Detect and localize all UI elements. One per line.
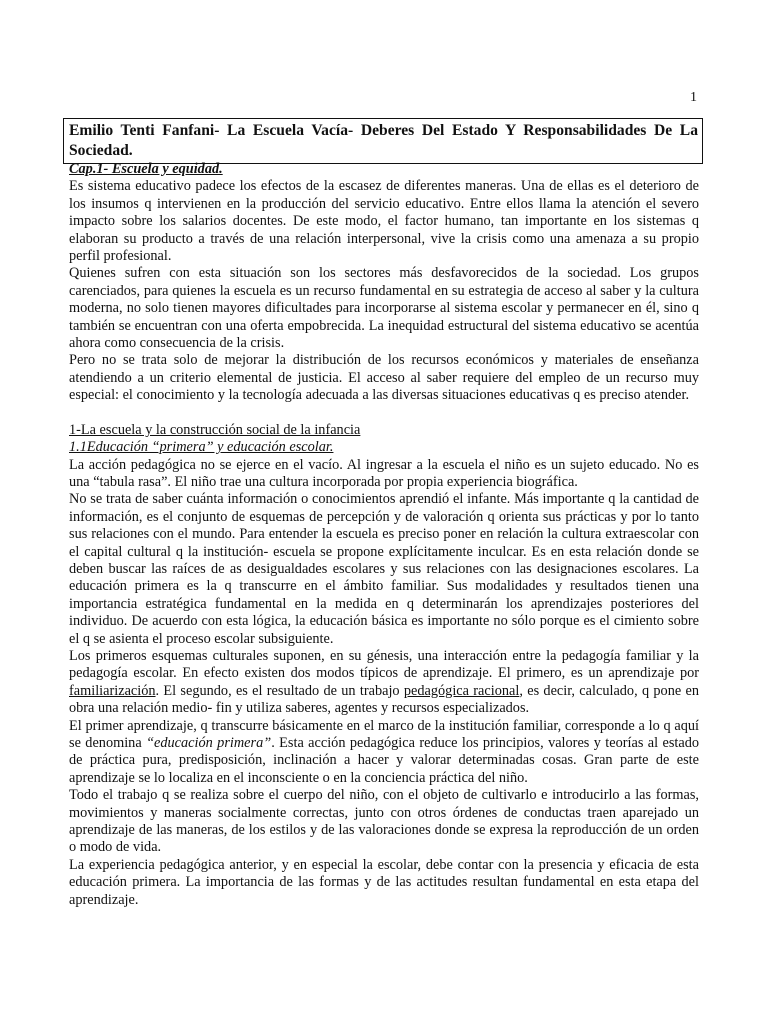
blank-line: [69, 405, 699, 422]
paragraph-first-learning: [69, 718, 699, 788]
chapter-heading: [69, 161, 699, 178]
term-pedagogica-racional: pedagógica racional: [403, 682, 520, 699]
section-heading-text: 1-La escuela y la construcción social de la infancia: [69, 421, 361, 438]
text-run: , es decir, calculado, q pone en obra una relación medio- fin y utiliza saberes, agentes y recursos especializados.: [69, 682, 699, 717]
subsection-heading: [69, 439, 699, 456]
paragraph: Es sistema educativo padece los efectos de la escasez de diferentes maneras. Una de ellas es el deterioro de los insumos q intervienen en la producción del servicio educativo. Entre ellos llama la atención el severo impacto sobre los salarios docentes. De este modo, el factor humano, tan importante en los sistemas q elaboran su producto a través de una relación interpersonal, vive la crisis como una amenaza a su propio perfil profesional.: [69, 178, 699, 265]
paragraph: No se trata de saber cuánta información o conocimientos aprendió el infante. Más importante q la cantidad de información, es el conjunto de esquemas de percepción y de valoración q orienta sus prácticas y por lo tanto sus relaciones con el mundo. Para entender la escuela es preciso poner en relación la cultura extraescolar con el capital cultural q la institución- escuela se propone explícitamente inculcar. Es en esta relación donde se deben buscar las raíces de as desigualdades escolares y sus relaciones con las designaciones escolares. La educación primera es la q transcurre en el ámbito familiar. Sus modalidades y resultados tienen una importancia estratégica fundamental en la medida en q determinarán los aprendizajes posteriores del individuo. De acuerdo con esta lógica, la educación básica es importante no sólo porque es el cimiento sobre el q se asienta el proceso escolar subsiguiente.: [69, 491, 699, 647]
term-familiarizacion: familiarización: [69, 682, 156, 699]
text-run: . El segundo, es el resultado de un trabajo: [155, 682, 404, 699]
text-run: . Esta acción pedagógica reduce los principios, valores y teorías al estado de práctica pura, predisposición, inclinación a hacer y valorar determinadas cosas. Gran parte de este aprendizaje se lo localiza en el inconsciente o en la conciencia práctica del niño.: [69, 735, 700, 786]
paragraph: La acción pedagógica no se ejerce en el vacío. Al ingresar a la escuela el niño es un sujeto educado. No es una “tabula rasa”. El niño trae una cultura incorporada por propia experiencia biográfica.: [69, 456, 699, 490]
paragraph: La experiencia pedagógica anterior, y en especial la escolar, debe contar con la presencia y eficacia de esta educación primera. La importancia de las formas y de las actitudes resultan fundamental en esta etapa del aprendizaje.: [69, 856, 699, 908]
paragraph: Quienes sufren con esta situación son los sectores más desfavorecidos de la sociedad. Los grupos carenciados, para quienes la escuela es un recurso fundamental en su estrategia de acceso al saber y la cultura moderna, no solo tienen mayores dificultades para incorporarse al sistema escolar y permanecer en él, sino q también se encuentran con una oferta empobrecida. La inequidad estructural del sistema educativo se acentúa ahora como consecuencia de la crisis.: [69, 265, 699, 352]
term-educacion-primera: “educación primera”: [146, 735, 272, 751]
paragraph: Todo el trabajo q se realiza sobre el cuerpo del niño, con el objeto de cultivarlo e introducirlo a las formas, movimientos y maneras socialmente correctas, junto con otros órdenes de conductas traen aparejado un aprendizaje de las maneras, de los estilos y de las valoraciones donde se expresa la reproducción de un orden o modo de vida.: [69, 787, 699, 856]
document-title: Emilio Tenti Fanfani- La Escuela Vacía- Deberes Del Estado Y Responsabilidades De La Sociedad.: [63, 118, 703, 164]
paragraph: Pero no se trata solo de mejorar la distribución de los recursos económicos y materiales de enseñanza atendiendo a un criterio elemental de justicia. El acceso al saber requiere del empleo de un recurso muy especial: el conocimiento y la tecnología adecuada a las diversas situaciones educativas q es preciso atender.: [69, 352, 699, 404]
text-run: Los primeros esquemas culturales suponen, en su génesis, una interacción entre la pedagogía familiar y la pedagogía escolar. En efecto existen dos modos típicos de aprendizaje. El primero, es un aprendizaje por: [69, 647, 699, 682]
section-heading: [69, 422, 699, 439]
text-run: El primer aprendizaje, q transcurre básicamente en el marco de la institución familiar, corresponde a lo q aquí se denomina: [69, 717, 699, 751]
subsection-heading-text: 1.1Educación “primera” y educación escolar.: [69, 439, 334, 456]
chapter-heading-text: Cap.1- Escuela y equidad.: [69, 161, 223, 177]
document-body: [69, 161, 699, 909]
page-number: 1: [690, 90, 697, 105]
paragraph-learning-modes: [69, 648, 699, 718]
